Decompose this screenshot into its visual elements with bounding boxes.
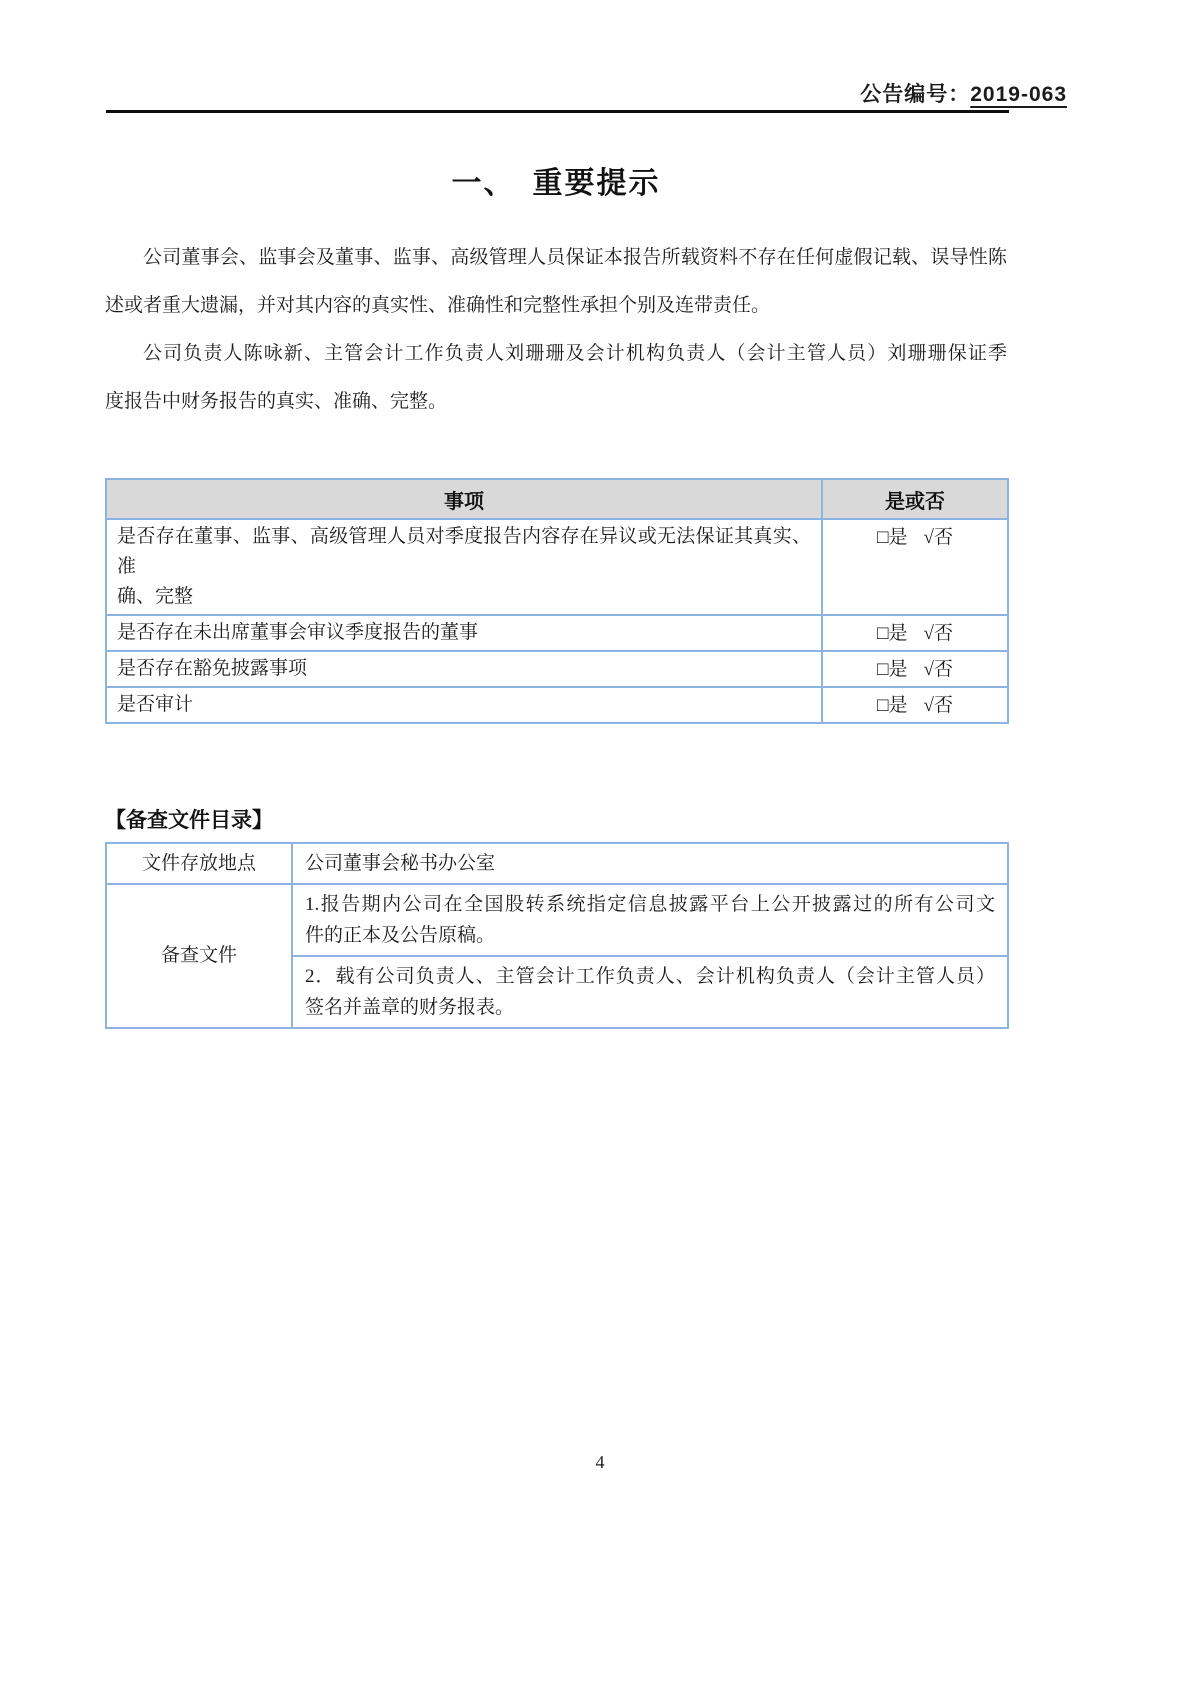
column-header-yes-no: 是或否 xyxy=(822,479,1008,519)
checked-no-option: √否 xyxy=(923,527,953,548)
archive-documents-label: 备查文件 xyxy=(106,884,292,1028)
table-row xyxy=(106,651,1008,687)
item-text-line: 确、完整 xyxy=(117,586,194,607)
archive-document-item xyxy=(292,956,1008,1028)
table-row xyxy=(106,884,1008,956)
documents-catalog-heading: 【备查文件目录】 xyxy=(105,809,273,832)
page-number: 4 xyxy=(595,1452,605,1472)
paragraph-statement-persons xyxy=(105,330,1007,426)
checkbox-yes-option: □是 xyxy=(877,659,908,680)
notice-number-label: 公告编号： xyxy=(860,83,971,106)
item-text-line: 是否存在未出席董事会审议季度报告的董事 xyxy=(117,622,479,643)
answer-cell xyxy=(822,519,1008,615)
document-text-line: 1.报告期内公司在全国股转系统指定信息披露平台上公开披露过的所有公司文 xyxy=(305,894,995,915)
item-text-line: 是否审计 xyxy=(117,694,194,715)
matters-table xyxy=(105,478,1009,724)
answer-cell xyxy=(822,615,1008,651)
documents-table xyxy=(105,842,1009,1029)
document-text-line: 件的正本及公告原稿。 xyxy=(305,925,496,946)
checkbox-yes-option: □是 xyxy=(877,695,908,716)
table-row xyxy=(106,615,1008,651)
paragraph-line: 述或者重大遗漏，并对其内容的真实性、准确性和完整性承担个别及连带责任。 xyxy=(105,295,771,316)
checked-no-option: √否 xyxy=(923,695,953,716)
item-cell xyxy=(106,519,822,615)
archive-document-item xyxy=(292,884,1008,956)
answer-cell xyxy=(822,651,1008,687)
storage-location-label: 文件存放地点 xyxy=(106,843,292,884)
header-divider-rule xyxy=(106,110,1009,113)
item-text-line: 是否存在董事、监事、高级管理人员对季度报告内容存在异议或无法保证其真实、准 xyxy=(117,526,811,577)
paragraph-statement-board xyxy=(105,234,1007,330)
answer-cell xyxy=(822,687,1008,723)
storage-location-value: 公司董事会秘书办公室 xyxy=(292,843,1008,884)
paragraph-line: 公司董事会、监事会及董事、监事、高级管理人员保证本报告所载资料不存在任何虚假记载、误导性陈 xyxy=(143,247,1007,268)
document-body xyxy=(105,140,1007,1029)
checkbox-yes-option: □是 xyxy=(877,527,908,548)
table-row xyxy=(106,843,1008,884)
table-header-row xyxy=(106,479,1008,519)
item-cell xyxy=(106,687,822,723)
column-header-item: 事项 xyxy=(106,479,822,519)
item-text-line: 是否存在豁免披露事项 xyxy=(117,658,308,679)
notice-number-header xyxy=(105,78,1067,108)
notice-number-value: 2019-063 xyxy=(970,83,1067,106)
table-row xyxy=(106,519,1008,615)
document-text-line: 2．载有公司负责人、主管会计工作负责人、会计机构负责人（会计主管人员） xyxy=(305,966,995,987)
table-row xyxy=(106,687,1008,723)
checkbox-yes-option: □是 xyxy=(877,623,908,644)
document-text-line: 签名并盖章的财务报表。 xyxy=(305,997,515,1018)
paragraph-line: 度报告中财务报告的真实、准确、完整。 xyxy=(105,391,448,412)
checked-no-option: √否 xyxy=(923,623,953,644)
item-cell xyxy=(106,615,822,651)
item-cell xyxy=(106,651,822,687)
checked-no-option: √否 xyxy=(923,659,953,680)
section-title: 一、 重要提示 xyxy=(451,167,661,200)
paragraph-line: 公司负责人陈咏新、主管会计工作负责人刘珊珊及会计机构负责人（会计主管人员）刘珊珊保证季 xyxy=(143,343,1007,364)
